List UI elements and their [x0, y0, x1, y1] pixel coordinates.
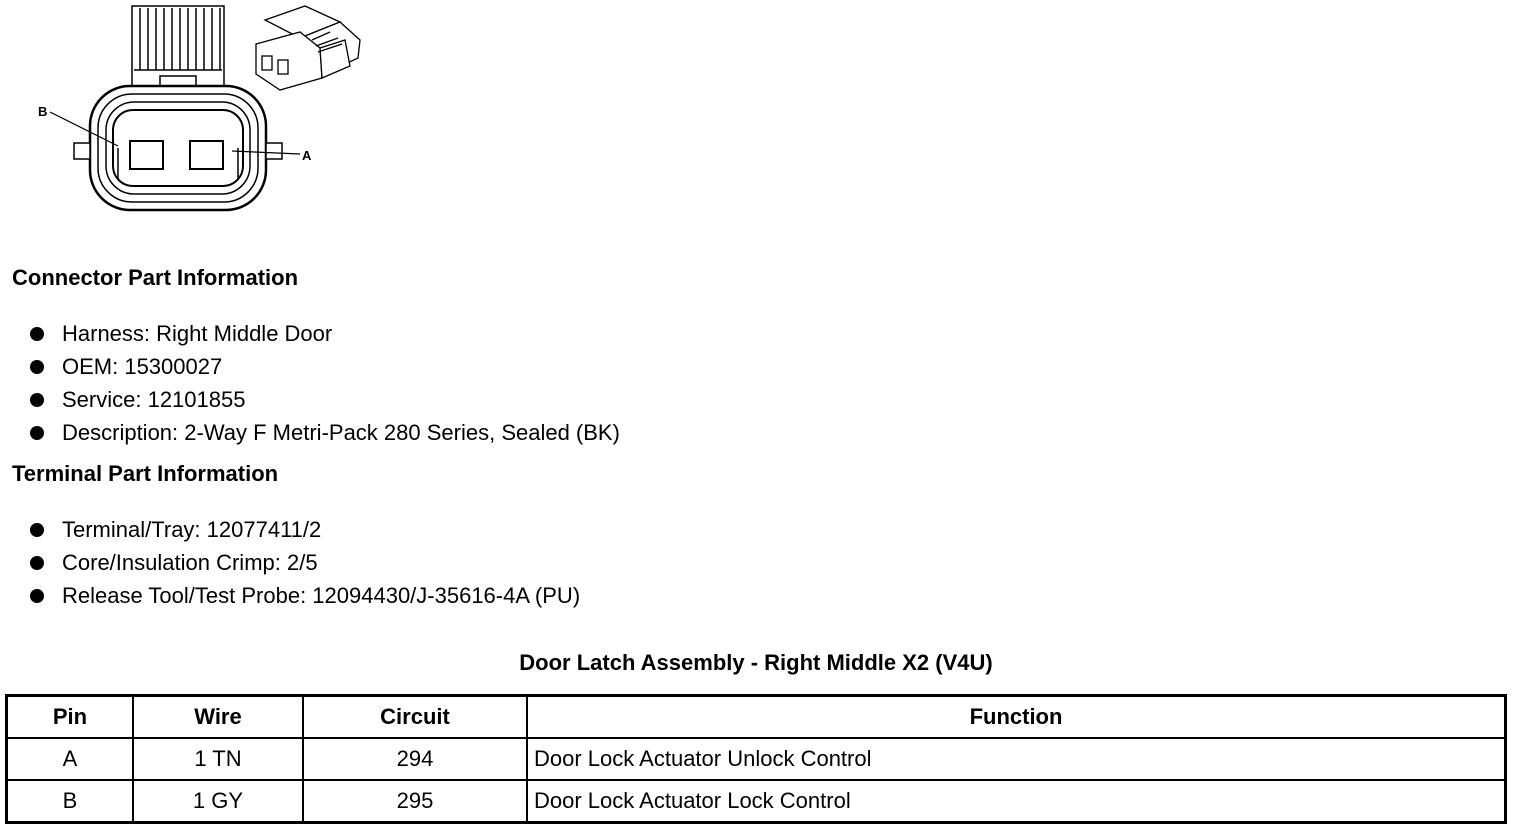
header-function: Function	[527, 696, 1506, 739]
cell-pin: A	[7, 738, 134, 780]
bullet-icon	[30, 327, 44, 341]
list-item: Release Tool/Test Probe: 12094430/J-35616-4A (PU)	[28, 579, 580, 612]
table-row	[7, 738, 1506, 780]
connector-illustration	[0, 0, 380, 230]
connector-info-list	[28, 317, 620, 449]
cell-circuit: 294	[303, 738, 527, 780]
list-item: OEM: 15300027	[28, 350, 620, 383]
list-item: Terminal/Tray: 12077411/2	[28, 513, 580, 546]
bullet-icon	[30, 393, 44, 407]
table-row	[7, 780, 1506, 823]
connector-info-heading: Connector Part Information	[12, 265, 299, 290]
bullet-icon	[30, 426, 44, 440]
cell-wire: 1 GY	[133, 780, 303, 823]
header-wire: Wire	[133, 696, 303, 739]
cavity-label-a: A	[302, 148, 312, 163]
table-title: Door Latch Assembly - Right Middle X2 (V4U)	[519, 650, 993, 675]
terminal-info-heading: Terminal Part Information	[12, 461, 279, 486]
bullet-icon	[30, 360, 44, 374]
terminal-info-list	[28, 513, 580, 612]
cell-function: Door Lock Actuator Lock Control	[527, 780, 1506, 823]
table-header-row	[7, 696, 1506, 739]
cell-circuit: 295	[303, 780, 527, 823]
bullet-icon	[30, 556, 44, 570]
header-circuit: Circuit	[303, 696, 527, 739]
cavity-label-b: B	[38, 104, 48, 119]
bullet-icon	[30, 523, 44, 537]
list-item: Harness: Right Middle Door	[28, 317, 620, 350]
list-item: Core/Insulation Crimp: 2/5	[28, 546, 580, 579]
header-pin: Pin	[7, 696, 134, 739]
list-item: Description: 2-Way F Metri-Pack 280 Series, Sealed (BK)	[28, 416, 620, 449]
bullet-icon	[30, 589, 44, 603]
list-item: Service: 12101855	[28, 383, 620, 416]
pinout-table	[5, 694, 1507, 824]
cell-function: Door Lock Actuator Unlock Control	[527, 738, 1506, 780]
cell-pin: B	[7, 780, 134, 823]
cell-wire: 1 TN	[133, 738, 303, 780]
